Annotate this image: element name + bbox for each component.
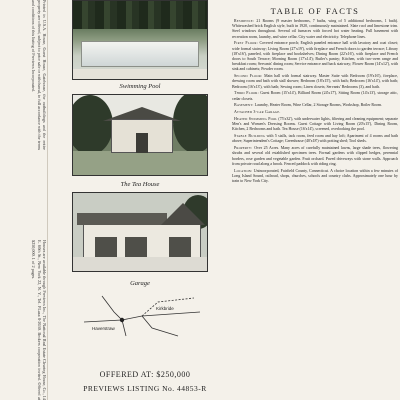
- facts-paragraph: [232, 40, 398, 71]
- map-marker: [120, 318, 124, 322]
- facts-paragraph-lead: Location:: [234, 167, 253, 173]
- facts-paragraph-text: Covered entrance porch; English paneled entrance hall with lavatory and coat closet; wide formal stairway; Living Room (27'x19'), with fireplace and French doors to garden terrace; Library (18'x16'), paneled, with fireplace and bookshelves; Dining Room (22'x16'), with fireplace and French doors to South Terrace; Morning Room (17'x14'); Butler's pantry; Kitchen, with two-oven range and breakfast room; Servants' dining room; Service entrance and back stairway; Flower Room (14'x12'), with sink and cabinets; Powder room.: [232, 40, 399, 72]
- facts-paragraph-text: with 5 stalls, tack room, feed room and hay loft; Apartment of 4 rooms and bath above; Superintendent's Cottage; Greenhouse (40'x18') with potting shed; Tool sheds.: [232, 133, 398, 144]
- facts-paragraph-text: Unincorporated, Fairfield County, Connecticut. A choice location within a few minutes of Long Island Sound, railroad, shops, churches, schools and country clubs. Approximately one hour by train to New York City.: [232, 167, 398, 184]
- tea-house-photo: [72, 94, 208, 176]
- facts-body: [232, 18, 398, 183]
- facts-paragraph-text: Main hall with formal stairway. Master Suite with Bedroom (19'x16'), fireplace, dressing room and bath with stall shower; Bedroom (18'x15'), with bath; Bedroom (16'x14'), with bath; Bedroom (16'x13'), with bath; Sewing room; Linen closets; Servants' Bedrooms (3), and bath.: [232, 73, 398, 89]
- swimming-pool-photo: [72, 0, 208, 80]
- facts-title: TABLE OF FACTS: [270, 6, 360, 16]
- pool-caption: Swimming Pool: [119, 83, 161, 90]
- table-of-facts: [232, 0, 398, 185]
- facts-paragraph-text: 21 Rooms (9 master bedrooms, 7 baths, wing of 5 additional bedrooms, 1 bath). Whitewashed brick English style, built in 1920, continuously maintained. Slate roof and limestone trim. Steel windows throughout. Several oil furnaces with forced hot water heating. Full basement with recreation room, laundry, and wine cellar. City water and electricity. Telephone lines.: [232, 18, 398, 39]
- facts-paragraph: [232, 145, 398, 166]
- offered-price: OFFERED AT: $250,000: [99, 370, 191, 379]
- map-label-a: Haverstraw: [92, 326, 115, 331]
- facts-paragraph-text: Laundry, Heater Room, Wine Cellar, 2 Storage Rooms, Workshop, Boiler Room.: [253, 102, 383, 108]
- side-text-bottom: Houses are available through Previews Inc., The National Real Estate Clearing House, Co., 14 E. 60th St., New York 22, N. Y., Tel. PLaza 8-2630. Brokers cooperation invited. Offered at $250,000. 1 of 2 pages.: [31, 240, 47, 400]
- facts-paragraph: [232, 109, 398, 114]
- facts-paragraph-lead: Basement:: [234, 102, 254, 108]
- facts-paragraph: [232, 133, 398, 143]
- garage-caption: Garage: [130, 280, 150, 287]
- facts-paragraph: [232, 73, 398, 89]
- facts-paragraph-text: (75'x32'), with underwater lights, filtering and cleaning equipment; separate Men's and Women's Dressing Rooms. Guest Cottage with Living Room (20'x15'), Dining Room, Kitchen, 2 Bedrooms and bath. Tea House (16'x14'), screened, overlooking the pool.: [232, 116, 398, 132]
- side-margin-text: [2, 0, 48, 400]
- facts-paragraph-lead: Heated Swimming Pool: [234, 116, 278, 122]
- map-road-branch: [142, 316, 178, 336]
- facts-paragraph-text: Guest Room (15'x14'), Billiard Room (24'x17'), Sitting Room (14'x13'), storage attic, cedar closets.: [232, 90, 399, 101]
- facts-paragraph-lead: First Floor:: [234, 40, 258, 46]
- side-text-top: Printed in U.S.A. House, Guest House, Gatehouse, the outbuildings and the entire property are offered, subject to prior sale or withdrawal, in full accordance with the terms and conditions of this listing of Previews Incorporated.: [31, 0, 47, 150]
- listing-number: PREVIEWS LISTING No. 44853-R: [83, 384, 207, 393]
- facts-paragraph: [232, 18, 398, 39]
- facts-paragraph-lead: Stable Building: [234, 133, 266, 139]
- facts-paragraph: [232, 90, 398, 100]
- location-map: [82, 292, 202, 340]
- facts-paragraph-lead: Attached 3-car Garage.: [234, 109, 281, 115]
- facts-paragraph-lead: Property:: [234, 145, 253, 151]
- facts-paragraph-lead: Second Floor:: [234, 73, 263, 79]
- facts-paragraph-lead: Residence:: [234, 18, 255, 23]
- facts-paragraph: [232, 102, 398, 107]
- garage-photo: [72, 192, 208, 272]
- facts-paragraph: [232, 116, 398, 132]
- facts-paragraph: [232, 168, 398, 184]
- map-label-b: Kirkbride: [156, 306, 174, 311]
- facts-paragraph-text: Over 25 Acres. Many acres of carefully maintained lawns, large shade trees, flowering shrubs and several old established specimen trees. Formal gardens with clipped hedges, perennial borders, rose garden and vegetable garden. Fruit orchard. Paved driveways with stone walls. Approach from private road along a brook. Fenced paddock with riding ring.: [232, 145, 398, 166]
- map-road-main: [84, 312, 200, 322]
- tea-house-caption: The Tea House: [120, 181, 160, 188]
- facts-paragraph-lead: Third Floor:: [234, 90, 259, 96]
